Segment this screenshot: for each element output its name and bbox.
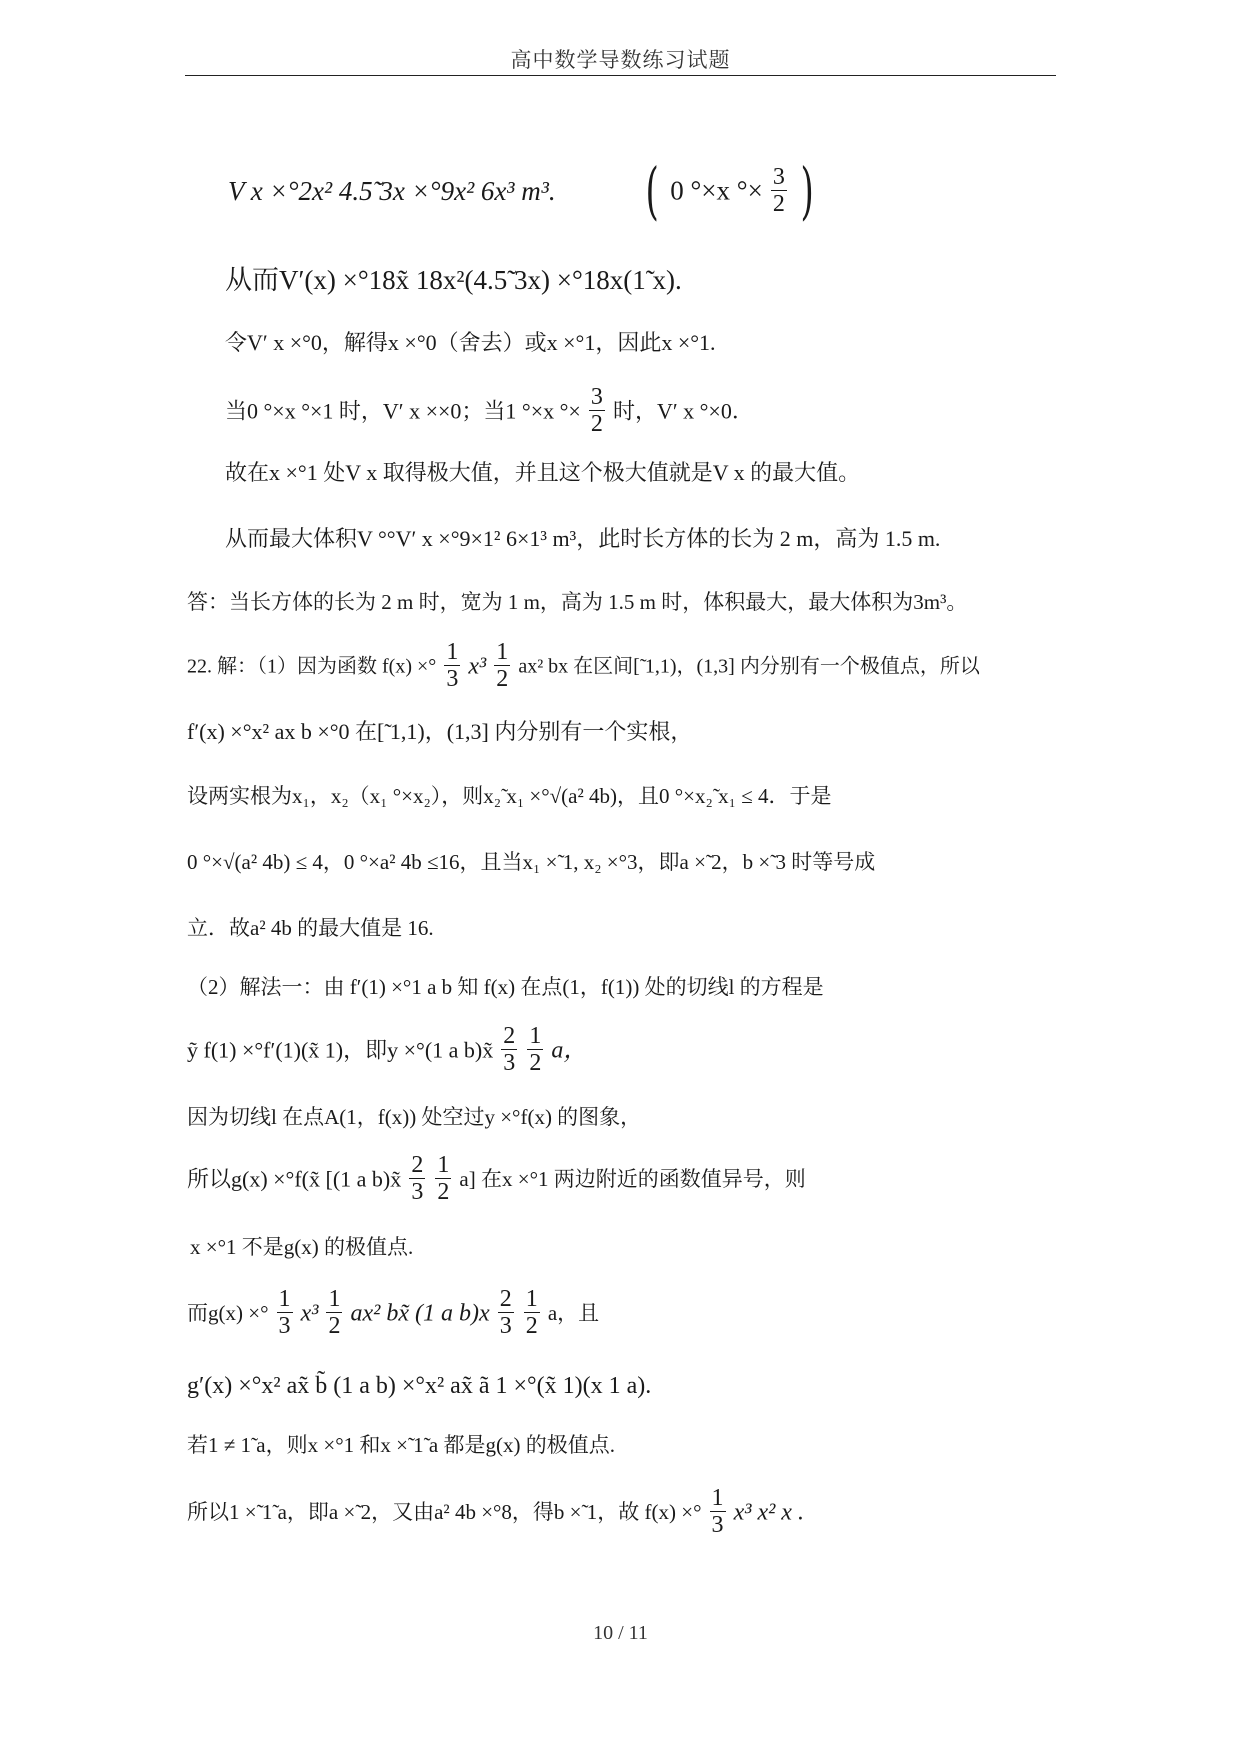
max-value-text: 故在x ×°1 处V x 取得极大值，并且这个极大值就是V x 的最大值。: [225, 460, 861, 485]
fraction-denominator: 3: [499, 1313, 512, 1340]
critical-point-line: [225, 332, 716, 354]
g-definition-text-b: a] 在x ×°1 两边附近的函数值异号，则: [459, 1166, 806, 1191]
fraction-numerator: 1: [496, 639, 509, 665]
problem-22-line: [187, 640, 980, 693]
fraction-denominator: 2: [525, 1313, 538, 1340]
fraction-denominator: 3: [446, 666, 459, 693]
volume-formula-line: [228, 178, 556, 205]
fraction-numerator: 1: [437, 1152, 450, 1178]
volume-formula: V x ×°2x² 4.5̃ 3x ×°9x² 6x³ m³.: [228, 176, 556, 206]
fraction-denominator: 2: [328, 1313, 341, 1340]
fraction-numerator: 3: [772, 163, 785, 190]
both-extrema-text: 若1 ≠ 1̃ a，则x ×°1 和x ×̃ 1̃ a 都是g(x) 的极值点.: [187, 1433, 615, 1457]
not-extremum-line: [190, 1237, 413, 1258]
max-16-line: [187, 918, 434, 939]
tangent-equation-text-b: a，: [551, 1037, 588, 1064]
max-volume-line: [225, 528, 940, 550]
g-expansion-text-d: a，且: [547, 1300, 600, 1325]
problem-22-text-c: ax² bx 在区间[̃ 1,1)，(1,3] 内分别有一个极值点，所以: [518, 655, 980, 678]
g-expansion-text-c: ax² bx̃ (1 a b)x: [350, 1300, 490, 1327]
g-expansion-text-a: 而g(x) ×°: [187, 1300, 269, 1325]
tangent-equation-line: [187, 1024, 587, 1077]
g-definition-line: [187, 1153, 806, 1206]
tangent-equation-text-a: ỹ f(1) ×°f′(1)(x̃ 1)，即y ×°(1 a b)x̃: [187, 1037, 494, 1063]
fraction-numerator: 2: [503, 1023, 516, 1049]
tangent-crosses-line: [187, 1107, 641, 1128]
real-roots-text: f′(x) ×°x² ax b ×°0 在[̃ 1,1)，(1,3] 内分别有一个实根，: [187, 719, 693, 744]
final-result-text-b: x³ x² x .: [733, 1499, 804, 1526]
max-16-text: 立．故a² 4b 的最大值是 16.: [187, 916, 434, 940]
monotonic-fraction: [589, 385, 605, 438]
g-derivative-line: [187, 1374, 651, 1398]
fraction-denominator: 2: [529, 1050, 542, 1077]
fraction-denominator: 3: [278, 1313, 291, 1340]
tangent-line-text: （2）解法一：由 f′(1) ×°1 a b 知 f(x) 在点(1，f(1)) 处的切线l 的方程是: [187, 975, 824, 999]
final-result-text-a: 所以1 ×̃ 1̃ a，即a ×̃ 2，又由a² 4b ×°8，得b ×̃ 1，故 f(x) ×°: [187, 1499, 702, 1524]
tangent-crosses-text: 因为切线l 在点A(1，f(x)) 处空过y ×°f(x) 的图象，: [187, 1105, 642, 1129]
fraction-one-half: [494, 640, 510, 693]
fraction-denominator: 3: [411, 1179, 424, 1206]
fraction-numerator: 1: [529, 1023, 542, 1049]
fraction-two-thirds: [409, 1153, 425, 1206]
g-derivative-text: g′(x) ×°x² ax̃ b̃ (1 a b) ×°x² ax̃ ã 1 ×°(x̃ 1)(x 1 a).: [187, 1373, 652, 1399]
fraction-one-half: [435, 1153, 451, 1206]
header-rule: [185, 75, 1056, 76]
volume-domain: [640, 154, 819, 227]
problem-22-text-a: 22. 解：（1）因为函数 f(x) ×°: [187, 655, 437, 678]
fraction-numerator: 1: [711, 1485, 724, 1511]
both-extrema-line: [187, 1435, 615, 1456]
g-definition-text-a: 所以g(x) ×°f(x̃ [(1 a b)x̃: [187, 1166, 402, 1192]
fraction-one-half: [527, 1024, 543, 1077]
monotonic-text-a: 当0 °×x °×1 时，V′ x ××0；当1 °×x °×: [225, 398, 581, 424]
derivative-line: [225, 267, 682, 294]
fraction-denominator: 2: [496, 666, 509, 693]
critical-point-text: 令V′ x ×°0，解得x ×°0（舍去）或x ×°1，因此x ×°1.: [225, 330, 716, 355]
fraction-one-half: [326, 1287, 342, 1340]
answer-text: 答：当长方体的长为 2 m 时，宽为 1 m，高为 1.5 m 时，体积最大，最大体积为3m³。: [187, 590, 968, 614]
monotonic-text-b: 时，V′ x °×0．: [612, 398, 754, 424]
not-extremum-text: x ×°1 不是g(x) 的极值点.: [190, 1235, 414, 1259]
final-result-line: [187, 1486, 804, 1539]
fraction-numerator: 2: [499, 1286, 512, 1312]
tangent-line-intro: [187, 977, 824, 998]
fraction-two-thirds: [501, 1024, 517, 1077]
inequality-text: 0 °×√(a² 4b) ≤ 4，0 °×a² 4b ≤16，且当x₁ ×̃ 1, x₂ ×°3，即a ×̃ 2，b ×̃ 3 时等号成: [187, 850, 876, 874]
fraction-denominator: 2: [772, 190, 785, 217]
fraction-numerator: 1: [525, 1286, 538, 1312]
monotonic-line: [225, 385, 754, 438]
inequality-line: [187, 852, 875, 873]
real-roots-line: [187, 721, 692, 743]
fraction-one-half: [524, 1287, 540, 1340]
page-header-title: 高中数学导数练习试题: [510, 48, 731, 72]
fraction-one-third: [444, 640, 460, 693]
root-difference-text: 设两实根为x₁，x₂（x₁ °×x₂），则x₂̃ x₁ ×°√(a² 4b)，且0 °×x₂̃ x₁ ≤ 4．于是: [187, 784, 832, 808]
max-value-line: [225, 462, 860, 484]
fraction-numerator: 2: [411, 1152, 424, 1178]
g-expansion-text-b: x³: [300, 1300, 319, 1327]
fraction-one-third: [277, 1287, 293, 1340]
left-paren: (: [645, 154, 659, 227]
fraction-numerator: 1: [278, 1286, 291, 1312]
fraction-denominator: 2: [437, 1179, 450, 1206]
right-paren: ): [800, 154, 814, 227]
page-number: 10 / 11: [593, 1622, 648, 1644]
fraction-denominator: 3: [711, 1512, 724, 1539]
fraction-numerator: 1: [446, 639, 459, 665]
root-difference-line: [187, 786, 831, 807]
fraction-one-third: [710, 1486, 726, 1539]
domain-lhs: 0 °×x °×: [670, 175, 763, 206]
domain-fraction: [771, 165, 787, 218]
fraction-two-thirds: [498, 1287, 514, 1340]
derivative-text: 从而V′(x) ×°18x̃ 18x²(4.5̃ 3x) ×°18x(1̃ x).: [225, 265, 682, 295]
fraction-numerator: 3: [590, 384, 603, 410]
fraction-denominator: 3: [503, 1050, 516, 1077]
answer-line: [187, 592, 967, 613]
max-volume-text: 从而最大体积V °°V′ x ×°9×1² 6×1³ m³，此时长方体的长为 2 m，高为 1.5 m.: [225, 526, 941, 551]
g-expansion-line: [187, 1287, 599, 1340]
fraction-denominator: 2: [590, 411, 603, 438]
fraction-numerator: 1: [328, 1286, 341, 1312]
problem-22-text-b: x³: [468, 653, 487, 680]
